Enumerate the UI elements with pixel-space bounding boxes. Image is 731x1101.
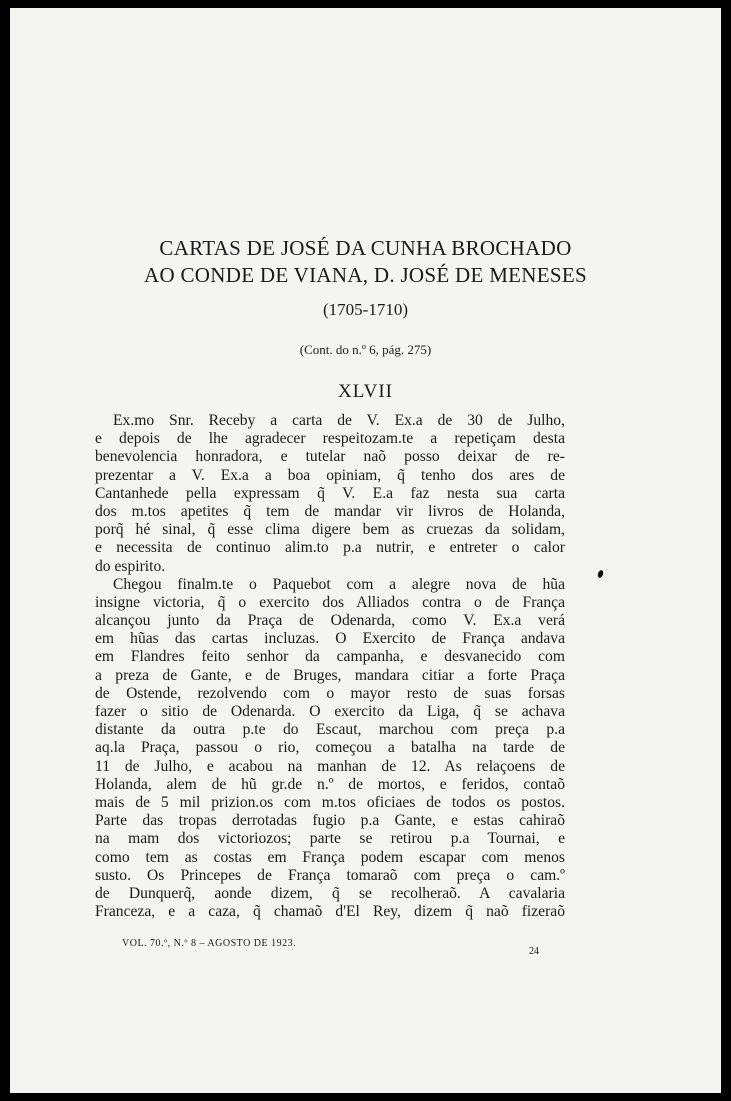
text-line: Franceza, e a caza, q̃ chamaõ d'El Rey, dizem q̃ naõ fizeraõ bbox=[95, 903, 565, 921]
title-line-2: AO CONDE DE VIANA, D. JOSÉ DE MENESES bbox=[144, 263, 587, 287]
letter-number: XLVII bbox=[338, 381, 393, 402]
text-line: distante da outra p.te do Escaut, marchou com preça p.a bbox=[95, 721, 565, 739]
years-range: (1705-1710) bbox=[323, 300, 408, 319]
text-line: dos m.tos apetites q̃ tem de mandar vir livros de Holanda, bbox=[95, 502, 565, 520]
text-line: do espirito. bbox=[95, 557, 166, 575]
text-line: insigne victoria, q̃ o exercito dos Alliados contra o de França bbox=[95, 593, 565, 611]
text-line: de Dunquerq̃, aonde dizem, q̃ se recolheraõ. A cavalaria bbox=[95, 884, 565, 902]
text-line: de Ostende, rezolvendo com o mayor resto de suas forsas bbox=[95, 684, 565, 702]
text-line: fazer o sitio de Odenarda. O exercito da Liga, q̃ se achava bbox=[95, 703, 565, 720]
text-line: 11 de Julho, e acabou na manhan de 12. As relaçoens de bbox=[95, 757, 565, 775]
continuation-note: (Cont. do n.º 6, pág. 275) bbox=[299, 342, 432, 357]
text-line: prezentar a V. Ex.a a boa opiniam, q̃ tenho dos ares de bbox=[95, 466, 565, 484]
ink-speck bbox=[597, 569, 604, 578]
title-line-1: CARTAS DE JOSÉ DA CUNHA BROCHADO bbox=[159, 236, 572, 260]
text-line: a preza de Gante, e de Bruges, mandara citiar a forte Praça bbox=[95, 666, 565, 684]
issue-footer: VOL. 70.º, N.º 8 – AGOSTO DE 1923. bbox=[122, 938, 297, 949]
text-line: porq̃ hé sinal, q̃ esse clima digere bem as cruezas da solidam, bbox=[95, 521, 565, 539]
page-number: 24 bbox=[529, 946, 539, 957]
text-line: Chegou finalm.te o Paquebot com a alegre nova de hũa bbox=[113, 575, 565, 593]
letter-body bbox=[95, 412, 565, 921]
text-line: benevolencia honradora, e tutelar naõ posso deixar de re- bbox=[95, 448, 565, 466]
text-line: aq.la Praça, passou o rio, começou a batalha na tarde de bbox=[95, 739, 565, 757]
text-line: e depois de lhe agradecer respeitozam.te a repetiçam desta bbox=[95, 430, 565, 448]
document-page bbox=[10, 8, 721, 1093]
text-line: na mam dos victoriozos; parte se retirou p.a Tournai, e bbox=[95, 830, 565, 848]
text-line: mais de 5 mil prizion.os com m.tos oficiaes de todos os postos. bbox=[95, 793, 565, 811]
text-line: em Flandres feito senhor da campanha, e desvanecido com bbox=[95, 648, 565, 666]
text-line: em hũas das cartas incluzas. O Exercito de França andava bbox=[95, 630, 565, 648]
text-line: Cantanhede pella expressam q̃ V. E.a faz nesta sua carta bbox=[95, 484, 565, 502]
text-line: alcançou junto da Praça de Odenarda, como V. Ex.a verá bbox=[95, 612, 565, 630]
text-line: e necessita de continuo alim.to p.a nutrir, e entreter o calor bbox=[95, 539, 565, 557]
text-line: susto. Os Princepes de França tomaraõ com preça o cam.º bbox=[95, 866, 565, 884]
text-line: Parte das tropas derrotadas fugio p.a Gante, e estas cahiraõ bbox=[95, 812, 565, 830]
text-line: Ex.mo Snr. Receby a carta de V. Ex.a de 30 de Julho, bbox=[113, 412, 565, 429]
text-line: Holanda, alem de hũ gr.de n.º de mortos, e feridos, contaõ bbox=[95, 775, 565, 793]
text-line: como tem as costas em França podem escapar com menos bbox=[95, 848, 565, 866]
